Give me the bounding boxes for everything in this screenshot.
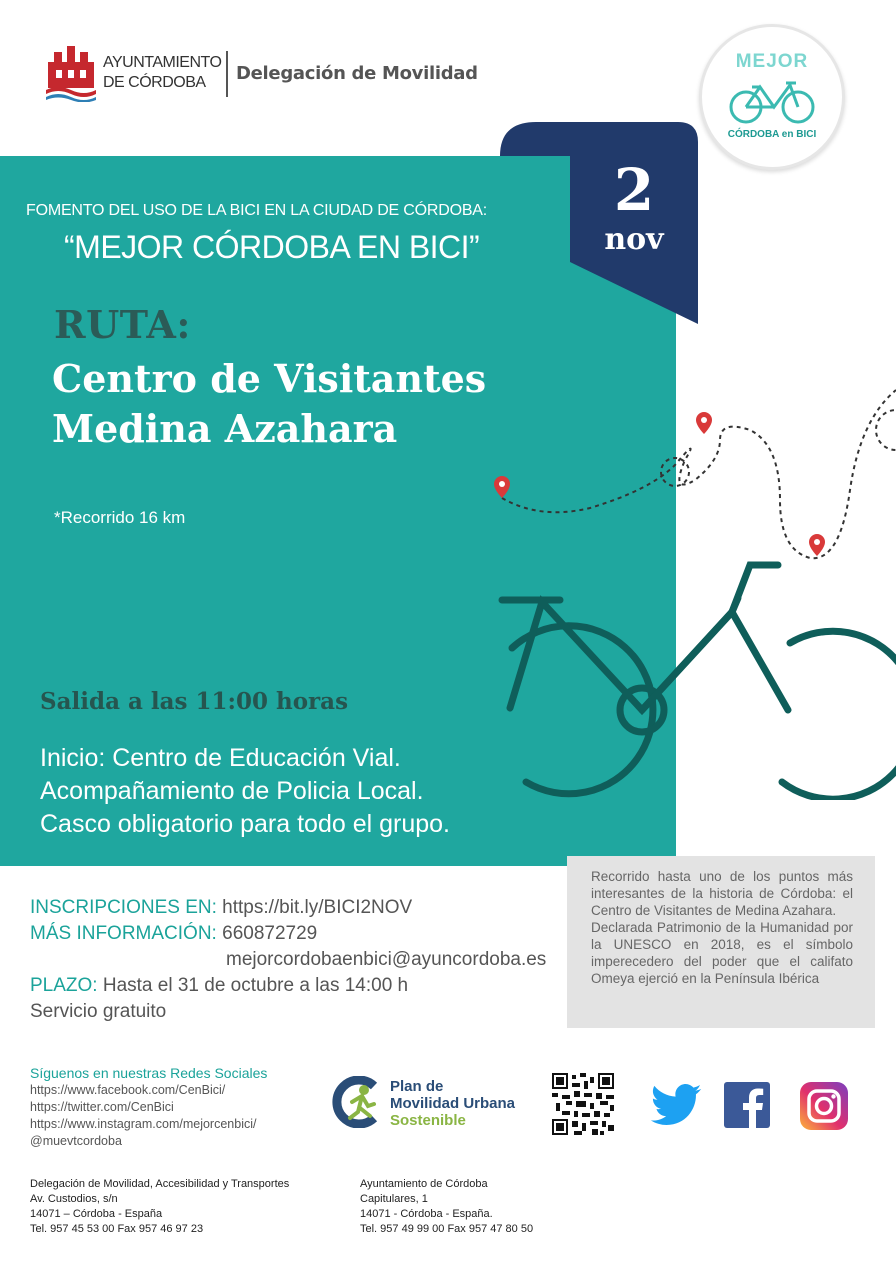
map-pin-icon [809, 534, 825, 556]
description-text [591, 868, 853, 987]
org-line2: DE CÓRDOBA [103, 74, 206, 91]
map-pin-icon [696, 412, 712, 434]
address-line: Av. Custodios, s/n [30, 1193, 118, 1205]
address-line: Ayuntamiento de Córdoba [360, 1178, 488, 1190]
handle-link[interactable]: @muevtcordoba [30, 1134, 122, 1148]
route-illustration [420, 380, 896, 800]
free-service: Servicio gratuito [30, 1001, 167, 1022]
detail-helmet: Casco obligatorio para todo el grupo. [40, 810, 450, 838]
city-crest-icon [44, 44, 98, 102]
info-phone[interactable]: 660872729 [222, 923, 318, 944]
pmus-line2: Movilidad Urbana [390, 1095, 516, 1112]
info-label: MÁS INFORMACIÓN: [30, 923, 217, 944]
department-name: Delegación de Movilidad [236, 63, 478, 84]
qr-code-icon[interactable] [552, 1073, 614, 1135]
footer-right-address [360, 1177, 533, 1237]
route-distance: *Recorrido 16 km [54, 508, 186, 527]
facebook-link[interactable]: https://www.facebook.com/CenBici/ [30, 1083, 226, 1097]
pmus-line3: Sostenible [390, 1112, 466, 1129]
org-line1: AYUNTAMIENTO [103, 54, 222, 71]
badge-bottom-text: CÓRDOBA en BICI [727, 129, 817, 140]
header-divider [226, 51, 228, 97]
departure-time: Salida a las 11:00 horas [40, 688, 349, 715]
event-details [40, 742, 450, 841]
badge-bike-icon [728, 79, 816, 125]
deadline-label: PLAZO: [30, 975, 98, 996]
address-line: Delegación de Movilidad, Accesibilidad y Transportes [30, 1178, 290, 1190]
twitter-link[interactable]: https://twitter.com/CenBici [30, 1100, 174, 1114]
address-line: Tel. 957 45 53 00 Fax 957 46 97 23 [30, 1223, 204, 1235]
detail-escort: Acompañamiento de Policia Local. [40, 777, 424, 805]
route-label: RUTA: [54, 302, 191, 347]
description-p2: Declarada Patrimonio de la Humanidad por la UNESCO en 2018, es el símbolo imperecedero del poder que el califato Omeya ejerció en la Península Ibérica [591, 920, 853, 986]
registration-label: INSCRIPCIONES EN: [30, 897, 217, 918]
info-email[interactable]: mejorcordobaenbici@ayuncordoba.es [226, 949, 547, 970]
badge-top-text: MEJOR [735, 51, 809, 72]
footer-left-address [30, 1177, 289, 1237]
instagram-icon[interactable] [800, 1082, 848, 1130]
registration-row [30, 895, 570, 921]
social-links [30, 1082, 256, 1150]
address-line: 14071 - Córdoba - España. [360, 1208, 493, 1220]
pmus-logo-icon [330, 1076, 384, 1128]
address-line: 14071 – Córdoba - España [30, 1208, 163, 1220]
address-line: Capitulares, 1 [360, 1193, 428, 1205]
registration-link[interactable]: https://bit.ly/BICI2NOV [222, 897, 413, 918]
date-month: nov [604, 222, 664, 257]
map-pin-icon [494, 476, 510, 498]
instagram-link[interactable]: https://www.instagram.com/mejorcenbici/ [30, 1117, 257, 1131]
social-title: Síguenos en nuestras Redes Sociales [30, 1065, 268, 1081]
campaign-badge [699, 24, 845, 170]
info-row [30, 921, 570, 947]
deadline-value: Hasta el 31 de octubre a las 14:00 h [102, 975, 409, 996]
registration-info [30, 895, 570, 1025]
facebook-icon[interactable] [724, 1082, 770, 1128]
description-p1: Recorrido hasta uno de los puntos más interesantes de la historia de Córdoba: el Centro de Visitantes de Medina Azahara. [591, 869, 853, 918]
pmus-line1: Plan de [390, 1078, 444, 1095]
pmus-text [390, 1078, 515, 1129]
detail-start: Inicio: Centro de Educación Vial. [40, 744, 401, 772]
route-line2: Medina Azahara [52, 406, 398, 451]
address-line: Tel. 957 49 99 00 Fax 957 47 80 50 [360, 1223, 534, 1235]
route-line1: Centro de Visitantes [52, 356, 487, 401]
twitter-icon[interactable] [650, 1084, 702, 1126]
org-name [103, 53, 221, 93]
date-day: 2 [613, 156, 655, 224]
description-box [567, 856, 875, 1028]
bicycle-icon [502, 565, 896, 799]
deadline-row [30, 973, 570, 999]
campaign-subtitle: FOMENTO DEL USO DE LA BICI EN LA CIUDAD DE CÓRDOBA: [26, 202, 488, 219]
campaign-title: “MEJOR CÓRDOBA EN BICI” [64, 229, 480, 265]
